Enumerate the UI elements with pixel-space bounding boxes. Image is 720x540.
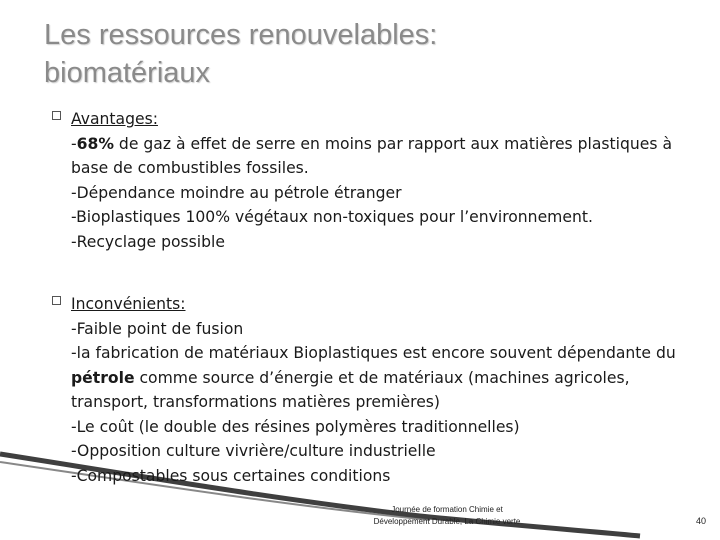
disadvantage-line: -Le coût (le double des résines polymères traditionnelles) bbox=[71, 417, 520, 436]
disadvantage-line: -Compostables sous certaines conditions bbox=[71, 466, 391, 485]
footer-line-1: Journée de formation Chimie et bbox=[391, 505, 503, 514]
advantages-body bbox=[71, 107, 683, 254]
square-bullet-icon bbox=[52, 111, 61, 120]
disadvantage-line: -Opposition culture vivrière/culture industrielle bbox=[71, 442, 436, 460]
advantages-heading: Avantages: bbox=[71, 110, 158, 128]
square-bullet-icon bbox=[52, 296, 61, 305]
advantage-line: -Recyclage possible bbox=[71, 232, 225, 251]
emphasis-68-percent: 68% bbox=[76, 134, 114, 153]
disadvantages-heading: Inconvénients: bbox=[71, 295, 186, 313]
advantage-line: -Dépendance moindre au pétrole étranger bbox=[71, 183, 402, 202]
emphasis-petrole: pétrole bbox=[71, 368, 135, 387]
page-number: 40 bbox=[695, 516, 706, 526]
disadvantage-line: -la fabrication de matériaux Bioplastiques est encore souvent dépendante du pétrole comme source d’énergie et de matériaux (machines agricoles, transport, transformations matières premières) bbox=[71, 344, 676, 411]
footer-line-2: Développement Durable, La Chimie verte bbox=[373, 517, 521, 526]
disadvantages-body bbox=[71, 292, 683, 488]
slide-title bbox=[44, 16, 437, 92]
footer-credit bbox=[357, 504, 537, 528]
title-line-1: Les ressources renouvelables: bbox=[44, 19, 438, 51]
advantage-line: -Bioplastiques 100% végétaux non-toxiques pour l’environnement. bbox=[71, 208, 593, 226]
title-line-2: biomatériaux bbox=[44, 57, 211, 89]
disadvantage-line: -Faible point de fusion bbox=[71, 319, 244, 338]
advantage-line: -68% de gaz à effet de serre en moins par rapport aux matières plastiques à base de combustibles fossiles. bbox=[71, 134, 673, 177]
